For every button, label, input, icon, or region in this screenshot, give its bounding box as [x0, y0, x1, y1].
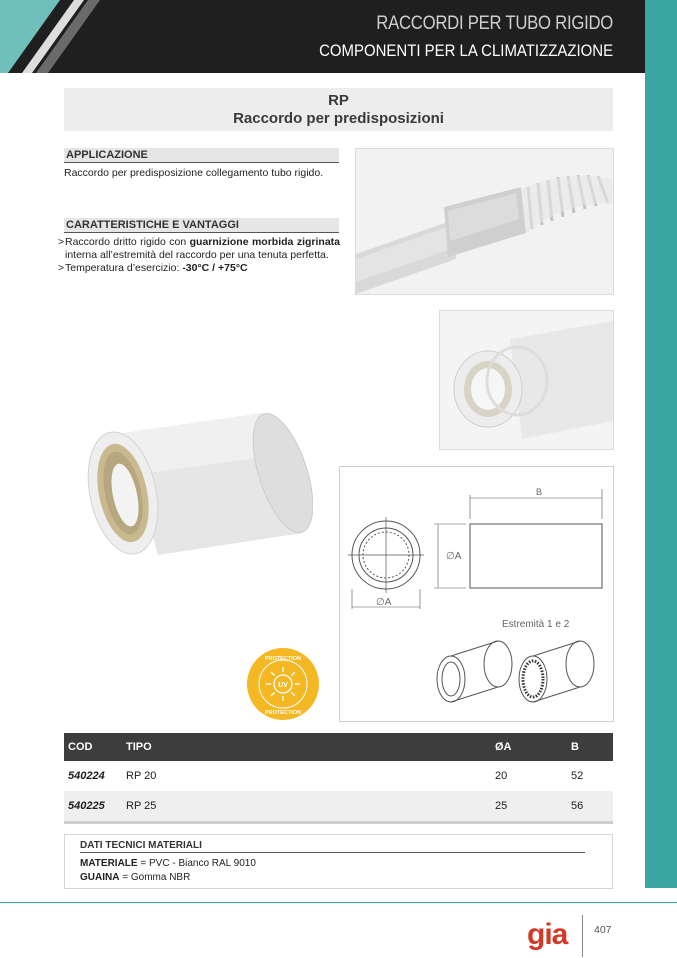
uv-badge-bottom: PROTECTION: [264, 710, 302, 716]
application-text: Raccordo per predisposizione collegamento tubo rigido.: [64, 167, 324, 179]
technical-drawing: [339, 466, 614, 722]
product-name: Raccordo per predisposizioni: [233, 110, 444, 127]
cell-cod: 540225: [68, 800, 105, 812]
product-title-box: [64, 88, 613, 131]
cell-length: 52: [571, 770, 584, 782]
materials-heading: DATI TECNICI MATERIALI: [80, 840, 585, 853]
bullet-marker: >: [58, 236, 65, 248]
photo-fitting-end-image: [440, 311, 613, 449]
material-label: MATERIALE: [80, 858, 138, 869]
dimension-label-b: B: [536, 487, 543, 497]
header-length: B: [571, 741, 579, 753]
product-table: [64, 733, 613, 824]
header-decoration: [0, 0, 120, 73]
header-cod: COD: [68, 741, 93, 753]
photo-installed-fitting-image: [356, 149, 613, 294]
page-number: 407: [594, 924, 612, 936]
feature-highlight: guarnizione morbida zigrinata: [189, 236, 340, 248]
ends-label: Estremità 1 e 2: [502, 619, 570, 630]
dimension-label-a-side: ∅A: [446, 551, 462, 562]
temperature-range: -30°C / +75°C: [182, 262, 248, 274]
table-row: [64, 761, 613, 791]
feature-item: [58, 262, 340, 275]
feature-item: [58, 236, 340, 262]
technical-drawing-svg: [340, 467, 613, 721]
features-list: [58, 236, 340, 275]
cell-tipo: RP 25: [126, 800, 157, 812]
feature-text: Raccordo dritto rigido con: [65, 236, 190, 248]
feature-text: interna all’estremità del raccordo per una tenuta perfetta.: [65, 249, 329, 261]
header-tipo: TIPO: [126, 741, 152, 753]
brand-logo: gia: [527, 918, 568, 951]
table-row: [64, 791, 613, 821]
cell-cod: 540224: [68, 770, 105, 782]
photo-installed-fitting: [355, 148, 614, 295]
feature-text: Temperatura d’esercizio:: [65, 262, 183, 274]
cell-diameter: 25: [495, 800, 508, 812]
product-code: RP: [328, 92, 349, 109]
application-heading: APPLICAZIONE: [64, 148, 339, 163]
sheath-line: [80, 872, 190, 883]
dimension-label-a-bottom: ∅A: [376, 597, 392, 608]
uv-protection-badge: [246, 647, 320, 721]
uv-badge-center: UV: [278, 682, 288, 689]
material-line: [80, 858, 256, 869]
page-header: [0, 0, 677, 73]
sheath-value: = Gomma NBR: [119, 872, 191, 883]
photo-fitting-end: [439, 310, 614, 450]
table-bottom-rule: [64, 821, 613, 824]
material-value: = PVC - Bianco RAL 9010: [137, 858, 256, 869]
footer-separator: [582, 915, 583, 957]
cell-tipo: RP 20: [126, 770, 157, 782]
sheath-label: GUAINA: [80, 872, 120, 883]
cell-length: 56: [571, 800, 584, 812]
bullet-marker: >: [58, 262, 65, 274]
header-subtitle: COMPONENTI PER LA CLIMATIZZAZIONE: [319, 41, 613, 60]
product-image: [78, 405, 313, 560]
header-diameter: ØA: [495, 741, 512, 753]
cell-diameter: 20: [495, 770, 508, 782]
table-header: [64, 733, 613, 761]
header-title: RACCORDI PER TUBO RIGIDO: [376, 13, 613, 34]
features-heading: CARATTERISTICHE E VANTAGGI: [64, 218, 339, 233]
footer-divider: [0, 902, 677, 903]
uv-badge-top: PROTECTION: [264, 656, 302, 662]
materials-box: [64, 834, 613, 889]
side-color-bar: [645, 0, 677, 888]
